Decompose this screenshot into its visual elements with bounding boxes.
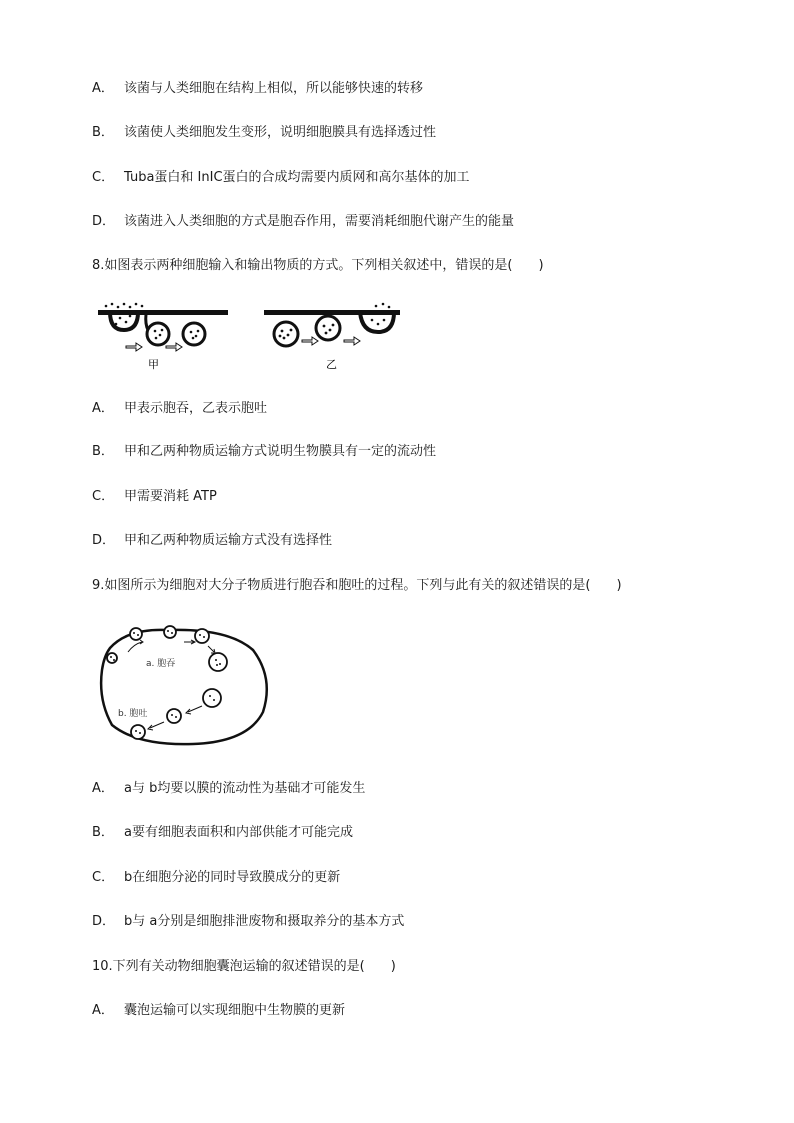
- q10-option-a: [92, 1002, 345, 1020]
- q7-option-c: [92, 169, 470, 187]
- q9-option-a: [92, 780, 365, 798]
- option-letter: B．: [92, 825, 114, 840]
- q8-option-a: [92, 400, 267, 418]
- q7-option-b: [92, 124, 436, 142]
- label-a-endocytosis: a. 胞吞: [146, 659, 176, 669]
- option-text: 甲和乙两种物质运输方式没有选择性: [124, 533, 333, 548]
- option-letter: C．: [92, 170, 115, 185]
- option-text: 甲和乙两种物质运输方式说明生物膜具有一定的流动性: [124, 444, 437, 459]
- q7-option-d: [92, 213, 514, 231]
- q8-option-d: [92, 532, 332, 550]
- q8-option-c: [92, 488, 217, 506]
- q9-option-b: [92, 824, 353, 842]
- figure-label-jia: 甲: [148, 358, 159, 371]
- option-text: 该菌使人类细胞发生变形，说明细胞膜具有选择透过性: [124, 125, 437, 140]
- option-letter: A．: [92, 1003, 114, 1018]
- option-text: b与 a分别是细胞排泄废物和摄取养分的基本方式: [124, 914, 405, 929]
- q8-figure: [96, 300, 406, 372]
- option-letter: B．: [92, 444, 114, 459]
- option-letter: C．: [92, 489, 115, 504]
- exocytosis-diagram: [264, 303, 400, 346]
- option-text: a与 b均要以膜的流动性为基础才可能发生: [124, 781, 366, 796]
- label-b-exocytosis: b. 胞吐: [118, 709, 148, 719]
- q9-option-c: [92, 869, 340, 887]
- q9-diagram: [98, 620, 278, 750]
- option-letter: A．: [92, 781, 114, 796]
- option-letter: A．: [92, 401, 114, 416]
- option-text: 甲需要消耗 ATP: [124, 489, 217, 504]
- q9-stem: 9.如图所示为细胞对大分子物质进行胞吞和胞吐的过程。下列与此有关的叙述错误的是( ): [92, 578, 622, 593]
- q8-option-b: [92, 443, 436, 461]
- option-letter: B．: [92, 125, 114, 140]
- option-text: 甲表示胞吞，乙表示胞吐: [124, 401, 268, 416]
- option-letter: D．: [92, 214, 116, 229]
- q8-stem: 8.如图表示两种细胞输入和输出物质的方式。下列相关叙述中，错误的是( ): [92, 258, 544, 273]
- option-letter: D．: [92, 533, 116, 548]
- option-text: 该菌进入人类细胞的方式是胞吞作用，需要消耗细胞代谢产生的能量: [124, 214, 515, 229]
- q8-diagram: [96, 300, 406, 372]
- option-letter: A．: [92, 81, 114, 96]
- q7-option-a: [92, 80, 423, 98]
- option-text: 囊泡运输可以实现细胞中生物膜的更新: [124, 1003, 346, 1018]
- option-text: Tuba蛋白和 InIC蛋白的合成均需要内质网和高尔基体的加工: [124, 170, 470, 185]
- option-text: a要有细胞表面积和内部供能才可能完成: [124, 825, 353, 840]
- option-text: 该菌与人类细胞在结构上相似，所以能够快速的转移: [124, 81, 424, 96]
- cell-membrane: [101, 630, 267, 744]
- option-text: b在细胞分泌的同时导致膜成分的更新: [124, 870, 341, 885]
- q9-figure: [98, 620, 278, 750]
- figure-label-yi: 乙: [326, 358, 337, 371]
- q9-option-d: [92, 913, 404, 931]
- option-letter: D．: [92, 914, 116, 929]
- q10-stem: 10.下列有关动物细胞囊泡运输的叙述错误的是( ): [92, 959, 396, 974]
- option-letter: C．: [92, 870, 115, 885]
- endocytosis-diagram: [98, 303, 228, 351]
